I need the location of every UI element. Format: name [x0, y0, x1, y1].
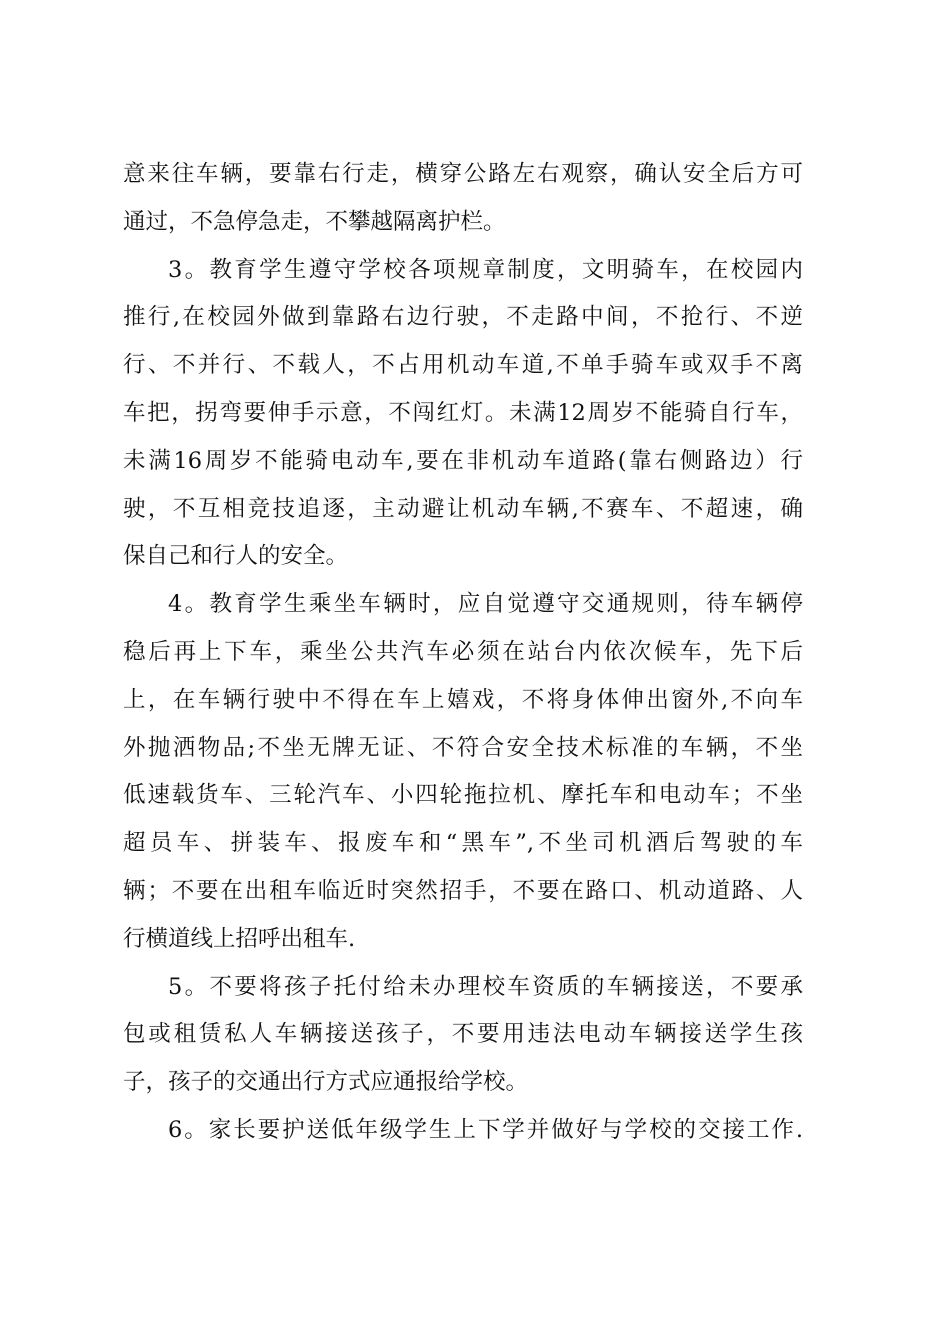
text-line: 行横道线上招呼出租车. — [123, 925, 356, 952]
text-line: 未满16周岁不能骑电动车,要在非机动车道路(靠右侧路边）行 — [123, 447, 803, 474]
text-line: 5。不要将孩子托付给未办理校车资质的车辆接送，不要承 — [168, 973, 803, 1000]
text-line: 驶，不互相竞技追逐，主动避让机动车辆,不赛车、不超速，确 — [123, 495, 803, 522]
text-line: 推行,在校园外做到靠路右边行驶，不走路中间，不抢行、不逆 — [123, 304, 803, 331]
text-line: 保自己和行人的安全。 — [123, 543, 349, 570]
text-line: 行、不并行、不载人，不占用机动车道,不单手骑车或双手不离 — [123, 352, 803, 379]
text-line: 意来往车辆，要靠右行走，横穿公路左右观察，确认安全后方可 — [123, 161, 803, 187]
text-line: 3。教育学生遵守学校各项规章制度，文明骑车，在校园内 — [168, 256, 803, 283]
text-line: 上，在车辆行驶中不得在车上嬉戏，不将身体伸出窗外,不向车 — [123, 686, 803, 713]
text-line: 6。家长要护送低年级学生上下学并做好与学校的交接工作. — [168, 1116, 803, 1143]
text-line: 超员车、拼装车、报废车和“黑车”,不坐司机酒后驾驶的车 — [123, 830, 803, 857]
text-line: 包或租赁私人车辆接送孩子，不要用违法电动车辆接送学生孩 — [123, 1021, 803, 1048]
text-line: 子，孩子的交通出行方式应通报给学校。 — [123, 1069, 529, 1096]
text-line: 低速载货车、三轮汽车、小四轮拖拉机、摩托车和电动车；不坐 — [123, 782, 803, 809]
text-line: 外抛洒物品;不坐无牌无证、不符合安全技术标准的车辆，不坐 — [123, 734, 803, 761]
text-line: 稳后再上下车，乘坐公共汽车必须在站台内依次候车，先下后 — [123, 638, 803, 665]
text-line: 通过，不急停急走，不攀越隔离护栏。 — [123, 208, 506, 235]
text-line: 辆；不要在出租车临近时突然招手，不要在路口、机动道路、人 — [123, 877, 803, 904]
body-text — [123, 151, 803, 1155]
text-line: 4。教育学生乘坐车辆时，应自觉遵守交通规则，待车辆停 — [168, 591, 803, 618]
text-line: 车把，拐弯要伸手示意，不闯红灯。未满12周岁不能骑自行车， — [123, 399, 803, 426]
